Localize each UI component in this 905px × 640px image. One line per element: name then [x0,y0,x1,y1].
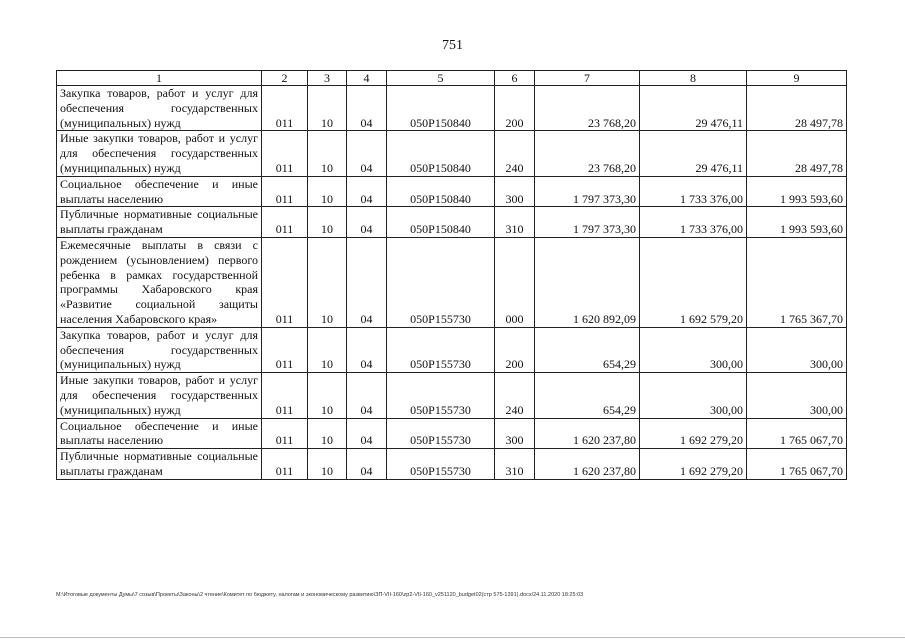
row-value-cell: 1 765 067,70 [747,449,847,480]
header-cell: 5 [387,71,495,86]
row-value-cell: 200 [495,86,535,131]
budget-table [56,70,847,480]
row-value-cell: 011 [262,449,308,480]
row-value-cell: 10 [308,418,347,449]
row-value-cell: 1 993 593,60 [747,176,847,207]
row-name-cell: Социальное обеспечение и иные выплаты населению [57,176,262,207]
row-value-cell: 29 476,11 [640,131,747,176]
row-value-cell: 28 497,78 [747,86,847,131]
row-value-cell: 1 620 237,80 [535,449,640,480]
row-value-cell: 011 [262,237,308,327]
row-value-cell: 1 620 237,80 [535,418,640,449]
row-value-cell: 04 [347,86,387,131]
row-value-cell: 050P150840 [387,207,495,238]
file-path-footer: M:\Итоговые документы Думы\7 созыв\Проекты\Законы\2 чтение\Комитет по бюджету, налогам и экономическому развитию\ЗП-VII-160\zp2-VII-160_v251120_budget02(стр 575-1391).docx/24.11.2020 18:25:03 [56,592,584,598]
row-value-cell: 050P155730 [387,237,495,327]
table-row [57,131,847,176]
row-value-cell: 011 [262,327,308,372]
row-value-cell: 654,29 [535,327,640,372]
row-name-cell: Публичные нормативные социальные выплаты гражданам [57,449,262,480]
row-value-cell: 011 [262,131,308,176]
row-value-cell: 10 [308,176,347,207]
header-cell: 4 [347,71,387,86]
table-header-row [57,71,847,86]
row-value-cell: 300,00 [640,373,747,418]
row-value-cell: 050P155730 [387,449,495,480]
row-value-cell: 050P155730 [387,327,495,372]
row-value-cell: 1 765 067,70 [747,418,847,449]
row-value-cell: 10 [308,373,347,418]
row-value-cell: 1 797 373,30 [535,207,640,238]
row-value-cell: 240 [495,373,535,418]
table-row [57,86,847,131]
header-cell: 3 [308,71,347,86]
table-row [57,373,847,418]
row-value-cell: 011 [262,207,308,238]
table-row [57,237,847,327]
row-value-cell: 10 [308,449,347,480]
row-name-cell: Социальное обеспечение и иные выплаты населению [57,418,262,449]
row-value-cell: 10 [308,327,347,372]
table-row [57,418,847,449]
row-value-cell: 011 [262,418,308,449]
row-value-cell: 1 692 279,20 [640,449,747,480]
row-value-cell: 654,29 [535,373,640,418]
row-value-cell: 10 [308,131,347,176]
row-value-cell: 23 768,20 [535,86,640,131]
row-value-cell: 050P150840 [387,86,495,131]
row-value-cell: 050P150840 [387,131,495,176]
header-cell: 8 [640,71,747,86]
row-name-cell: Публичные нормативные социальные выплаты гражданам [57,207,262,238]
row-name-cell: Ежемесячные выплаты в связи с рождением (усыновлением) первого ребенка в рамках государственной программы Хабаровского края «Развитие социальной защиты населения Хабаровского края» [57,237,262,327]
header-cell: 6 [495,71,535,86]
row-value-cell: 1 993 593,60 [747,207,847,238]
row-value-cell: 1 692 579,20 [640,237,747,327]
row-value-cell: 000 [495,237,535,327]
row-value-cell: 011 [262,176,308,207]
row-value-cell: 300 [495,176,535,207]
row-value-cell: 10 [308,237,347,327]
row-value-cell: 04 [347,131,387,176]
row-value-cell: 04 [347,327,387,372]
table-row [57,176,847,207]
header-cell: 2 [262,71,308,86]
table-row [57,449,847,480]
header-cell: 9 [747,71,847,86]
row-value-cell: 300,00 [747,327,847,372]
row-value-cell: 04 [347,373,387,418]
table-row [57,207,847,238]
row-name-cell: Закупка товаров, работ и услуг для обеспечения государственных (муниципальных) нужд [57,86,262,131]
row-value-cell: 1 765 367,70 [747,237,847,327]
row-value-cell: 10 [308,86,347,131]
page-bottom-divider [0,637,905,638]
row-name-cell: Иные закупки товаров, работ и услуг для обеспечения государственных (муниципальных) нужд [57,373,262,418]
row-value-cell: 310 [495,207,535,238]
row-value-cell: 04 [347,418,387,449]
row-value-cell: 04 [347,449,387,480]
row-value-cell: 04 [347,207,387,238]
row-value-cell: 300,00 [640,327,747,372]
row-value-cell: 28 497,78 [747,131,847,176]
row-value-cell: 1 733 376,00 [640,207,747,238]
header-cell: 7 [535,71,640,86]
row-value-cell: 1 797 373,30 [535,176,640,207]
row-value-cell: 1 733 376,00 [640,176,747,207]
row-value-cell: 1 620 892,09 [535,237,640,327]
header-cell: 1 [57,71,262,86]
row-value-cell: 1 692 279,20 [640,418,747,449]
row-value-cell: 310 [495,449,535,480]
row-value-cell: 050P155730 [387,373,495,418]
row-value-cell: 04 [347,237,387,327]
page-number: 751 [442,38,463,53]
row-name-cell: Иные закупки товаров, работ и услуг для обеспечения государственных (муниципальных) нужд [57,131,262,176]
row-value-cell: 011 [262,86,308,131]
row-value-cell: 300 [495,418,535,449]
row-value-cell: 050P150840 [387,176,495,207]
row-value-cell: 050P155730 [387,418,495,449]
row-value-cell: 300,00 [747,373,847,418]
row-value-cell: 23 768,20 [535,131,640,176]
row-value-cell: 011 [262,373,308,418]
row-value-cell: 04 [347,176,387,207]
row-value-cell: 240 [495,131,535,176]
row-value-cell: 29 476,11 [640,86,747,131]
row-value-cell: 200 [495,327,535,372]
row-name-cell: Закупка товаров, работ и услуг для обеспечения государственных (муниципальных) нужд [57,327,262,372]
table-row [57,327,847,372]
row-value-cell: 10 [308,207,347,238]
